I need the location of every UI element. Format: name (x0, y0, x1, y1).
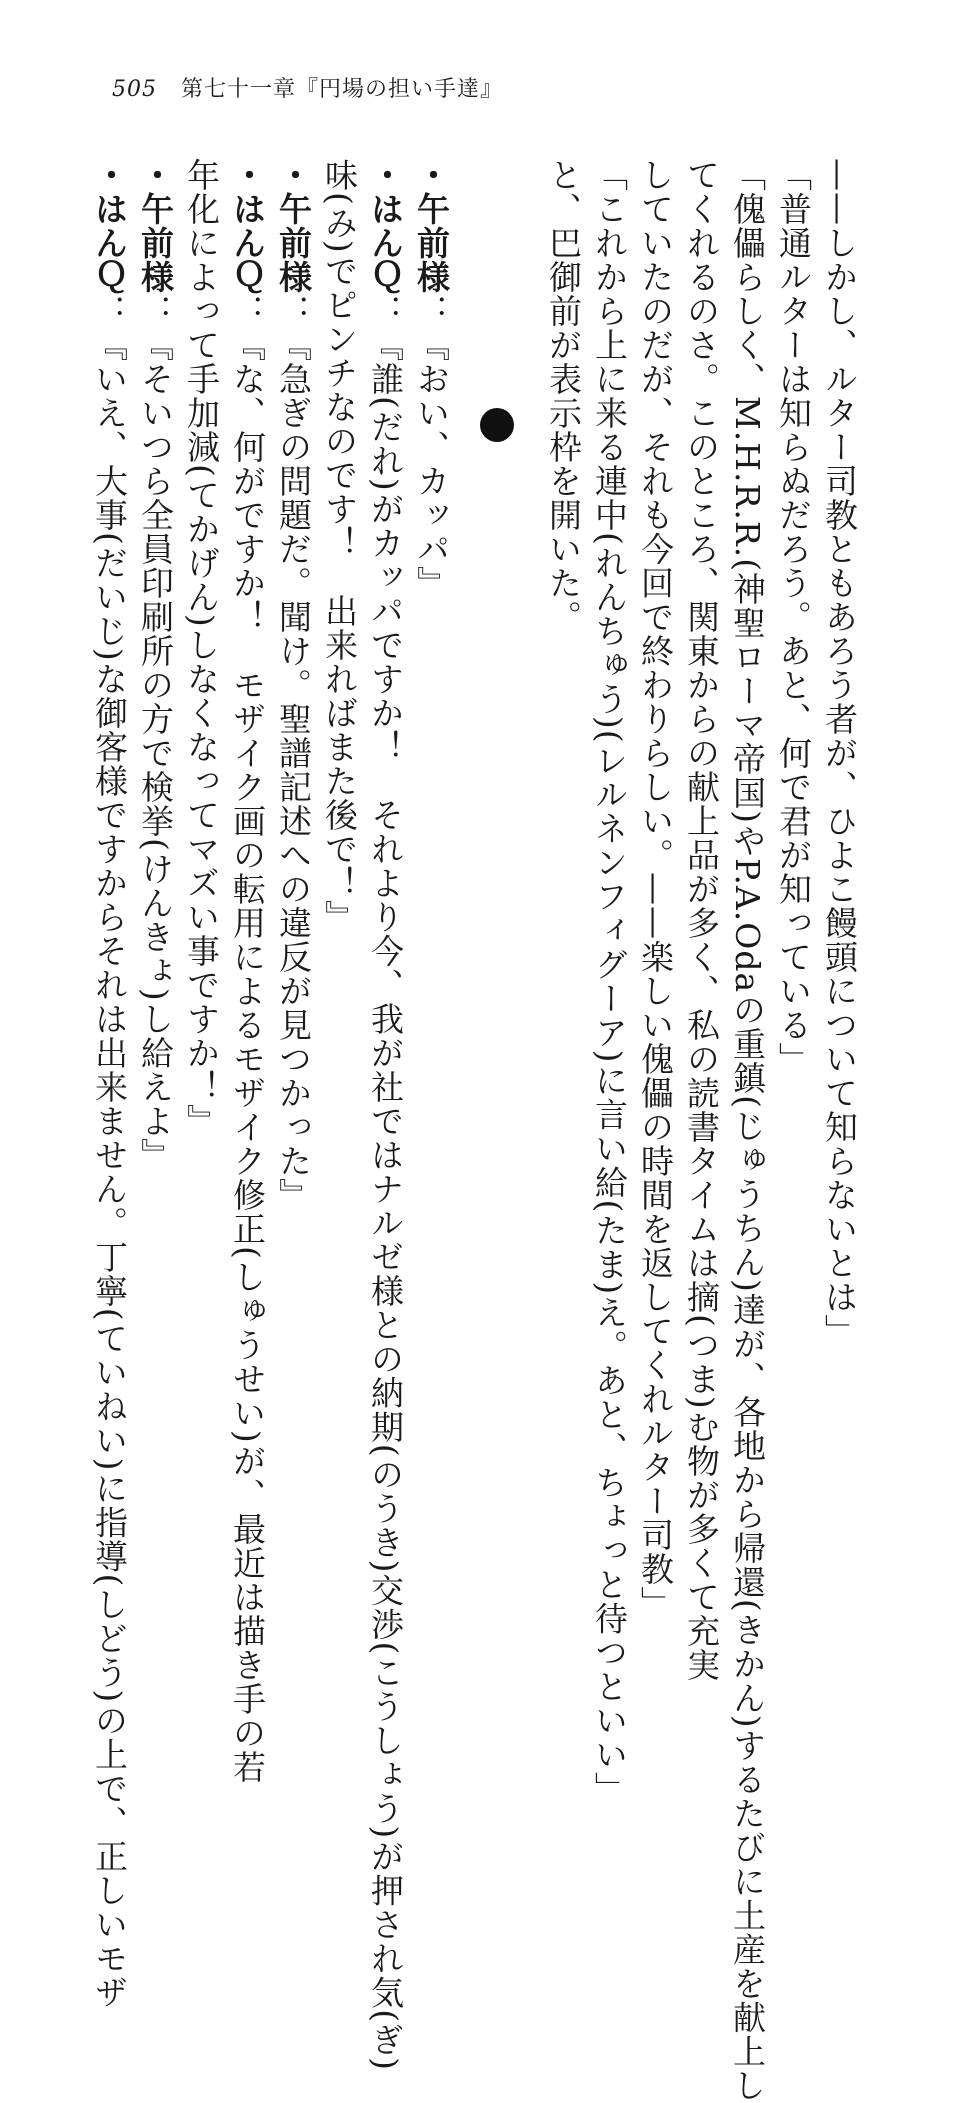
narrative-line: と、巴御前が表示枠を開いた。 (544, 158, 583, 634)
chat-text: 味(み)でピンチなのです！ 出来ればまた後で！』 (320, 158, 359, 934)
narrative-line: 「普通ルターは知らぬだろう。あと、何で君が知っている」 (774, 158, 813, 1076)
chat-text: ：『急ぎの問題だ。聞け。聖譜記述への違反が見つかった』 (274, 294, 313, 1212)
chat-line (408, 158, 454, 1318)
chat-speaker: ・はんＱ (366, 158, 405, 294)
chapter-title: 第七十一章『円場の担い手達』 (181, 77, 504, 102)
chat-line (86, 158, 132, 2010)
chat-speaker: ・はんＱ (90, 158, 129, 294)
chat-speaker: ・午前様 (412, 158, 451, 294)
chat-line (132, 158, 178, 1318)
page-number: 505 (112, 77, 157, 102)
narrative-line: てくれるのさ。このところ、関東からの献上品が多く、私の読書タイムは摘(つま)む物が多くて充実 (682, 158, 721, 1682)
chat-text: 年化によって手加減(てかげん)しなくなってマズい事ですか！』 (182, 158, 221, 1138)
chat-speaker: ・はんＱ (228, 158, 267, 294)
narrative-line: 「傀儡らしく、M.H.R.R.(神聖ローマ帝国)やP.A.Odaの重鎮(じゅうちん)達が、各地から帰還(きかん)するたびに土産を献上し (728, 158, 767, 2103)
running-header (112, 72, 503, 103)
narrative-line: 「これから上に来る連中(れんちゅう)(レルネンフィグーア)に言い給(たま)え。あと、ちょっと待つといい」 (590, 158, 629, 1806)
chat-text: ：『おい、カッパ』 (412, 294, 451, 600)
chat-line (270, 158, 316, 1318)
section-break-dot (480, 408, 514, 442)
chat-line (224, 158, 270, 1784)
chat-line (178, 158, 224, 1318)
chat-line (362, 158, 408, 2071)
narrative-line: していたのだが、それも今回で終わりらしい。——楽しい傀儡の時間を返してくれルター司教」 (636, 158, 675, 1620)
chat-text: ：『そいつら全員印刷所の方で検挙(けんきょ)し給えよ』 (136, 294, 175, 1172)
chat-speaker: ・午前様 (274, 158, 313, 294)
chat-line (316, 158, 362, 1318)
vertical-text-body (86, 158, 862, 2103)
chat-text: ：『な、何がですか！ モザイク画の転用によるモザイク修正(しゅうせい)が、最近は描き手の若 (228, 294, 267, 1784)
chat-speaker: ・午前様 (136, 158, 175, 294)
chat-text: ：『いえ、大事(だいじ)な御客様ですからそれは出来ません。丁寧(ていねい)に指導(しどう)の上で、正しいモザ (90, 294, 129, 2010)
chat-text: ：『誰(だれ)がカッパですか！ それより今、我が社ではナルゼ様との納期(のうき)交渉(こうしょう)が押され気(ぎ) (366, 294, 405, 2071)
narrative-line: ——しかし、ルター司教ともあろう者が、ひよこ饅頭について知らないとは」 (820, 158, 859, 1348)
